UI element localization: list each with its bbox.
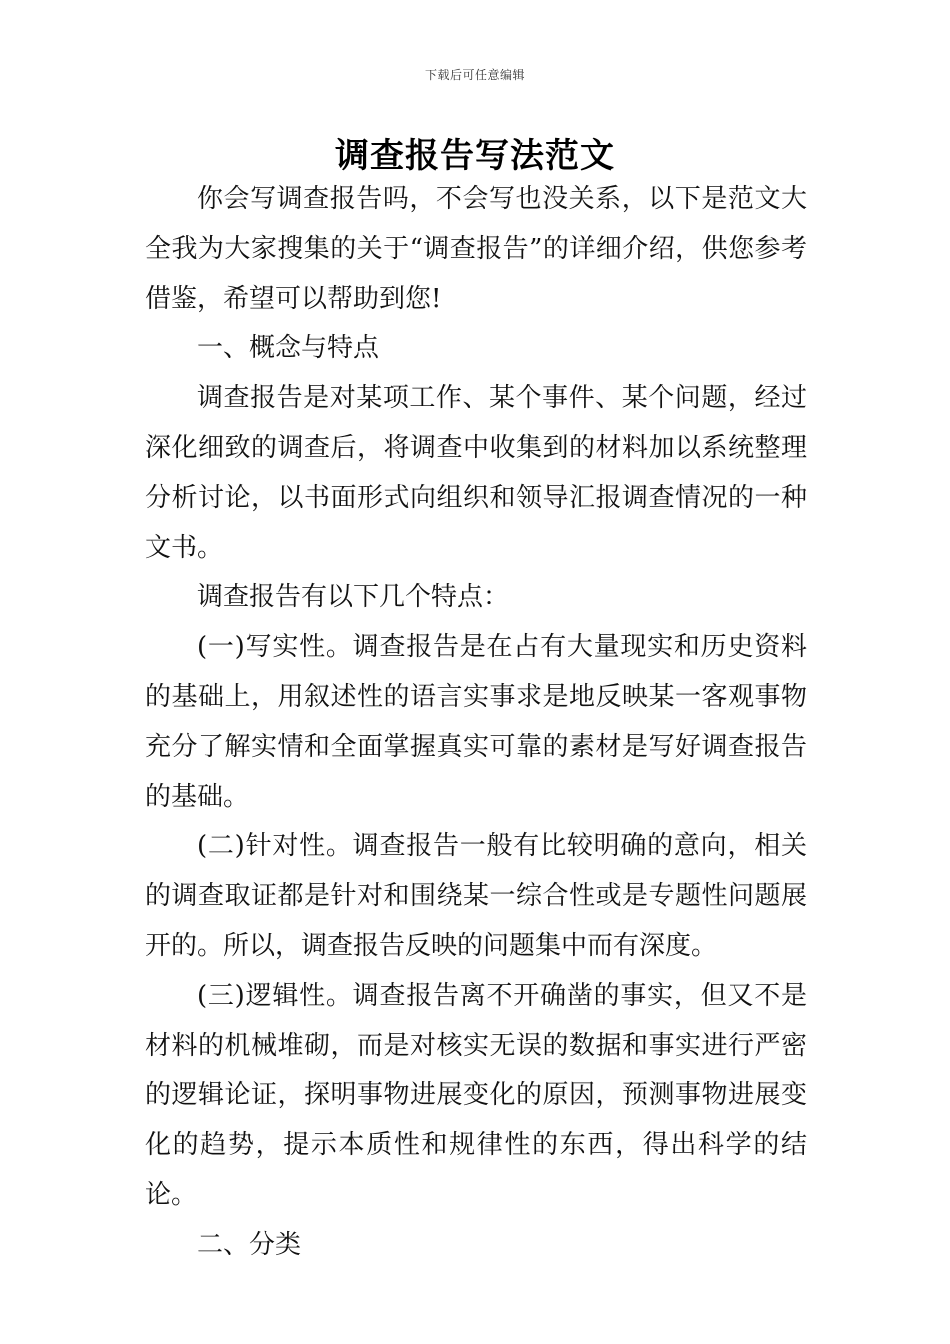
features-intro-paragraph: 调查报告有以下几个特点： <box>197 582 510 613</box>
document-body <box>145 175 807 1271</box>
header-note: 下载后可任意编辑 <box>424 68 525 82</box>
section-heading-classification: 二、分类 <box>197 1229 302 1260</box>
section-heading-concept: 一、概念与特点 <box>197 333 380 364</box>
intro-paragraph: 你会写调查报告吗，不会写也没关系，以下是范文大全我为大家搜集的关于“调查报告”的详细介绍，供您参考借鉴，希望可以帮助到您! <box>145 184 807 314</box>
definition-paragraph: 调查报告是对某项工作、某个事件、某个问题，经过深化细致的调查后，将调查中收集到的材料加以系统整理分析讨论，以书面形式向组织和领导汇报调查情况的一种文书。 <box>145 383 807 563</box>
feature-pertinence-paragraph: (二)针对性。调查报告一般有比较明确的意向，相关的调查取证都是针对和围绕某一综合性或是专题性问题展开的。所以，调查报告反映的问题集中而有深度。 <box>145 831 807 961</box>
feature-logic-paragraph: (三)逻辑性。调查报告离不开确凿的事实，但又不是材料的机械堆砌，而是对核实无误的数据和事实进行严密的逻辑论证，探明事物进展变化的原因，预测事物进展变化的趋势，提示本质性和规律性的东西，得出科学的结论。 <box>145 980 807 1210</box>
document-title: 调查报告写法范文 <box>335 136 615 176</box>
feature-realism-paragraph: (一)写实性。调查报告是在占有大量现实和历史资料的基础上，用叙述性的语言实事求是地反映某一客观事物充分了解实情和全面掌握真实可靠的素材是写好调查报告的基础。 <box>145 632 807 812</box>
